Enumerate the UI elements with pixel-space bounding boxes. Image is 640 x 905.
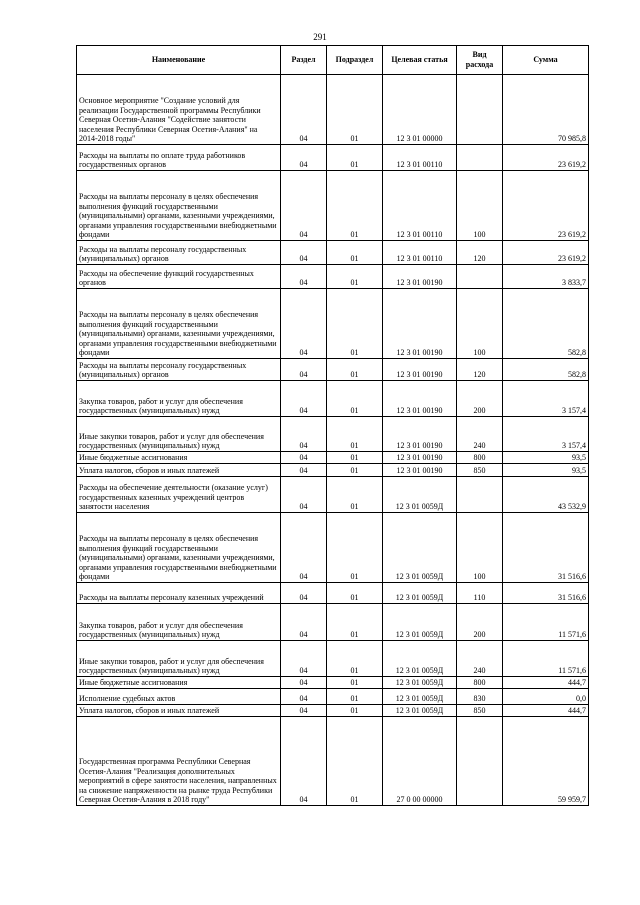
table-row xyxy=(77,452,589,464)
row-amount-cell: 93,5 xyxy=(503,464,589,477)
row-amount-cell: 23 619,2 xyxy=(503,171,589,241)
row-target-cell: 12 3 01 00190 xyxy=(383,289,457,359)
row-amount-cell: 444,7 xyxy=(503,677,589,689)
table-row xyxy=(77,417,589,452)
row-target-cell: 27 0 00 00000 xyxy=(383,717,457,806)
row-name-cell: Расходы на обеспечение функций государственных органов xyxy=(77,265,281,289)
row-target-cell: 12 3 01 00190 xyxy=(383,452,457,464)
row-section-cell: 04 xyxy=(281,452,327,464)
table-row xyxy=(77,513,589,583)
row-section-cell: 04 xyxy=(281,583,327,604)
row-amount-cell: 31 516,6 xyxy=(503,583,589,604)
row-expense-type-cell: 830 xyxy=(457,689,503,705)
row-expense-type-cell xyxy=(457,265,503,289)
row-amount-cell: 582,8 xyxy=(503,289,589,359)
row-name-cell: Основное мероприятие "Создание условий для реализации Государственной программы Республики Северная Осетия-Алания "Содействие занятости населения Республики Северная Осетия-Алания" на 2014-2018 годы" xyxy=(77,75,281,145)
table-row xyxy=(77,75,589,145)
row-subsection-cell: 01 xyxy=(327,241,383,265)
table-row xyxy=(77,641,589,677)
row-expense-type-cell: 200 xyxy=(457,604,503,641)
row-amount-cell: 59 959,7 xyxy=(503,717,589,806)
row-expense-type-cell xyxy=(457,145,503,171)
row-expense-type-cell: 850 xyxy=(457,705,503,717)
row-expense-type-cell xyxy=(457,717,503,806)
row-section-cell: 04 xyxy=(281,477,327,513)
row-target-cell: 12 3 01 0059Д xyxy=(383,689,457,705)
row-name-cell: Расходы на выплаты персоналу в целях обеспечения выполнения функций государственными (муниципальными) органами, казенными учреждениями, органами управления государственными внебюджетными фондами xyxy=(77,171,281,241)
row-subsection-cell: 01 xyxy=(327,705,383,717)
row-name-cell: Закупка товаров, работ и услуг для обеспечения государственных (муниципальных) нужд xyxy=(77,604,281,641)
row-subsection-cell: 01 xyxy=(327,171,383,241)
row-target-cell: 12 3 01 00190 xyxy=(383,381,457,417)
row-amount-cell: 3 157,4 xyxy=(503,417,589,452)
row-section-cell: 04 xyxy=(281,513,327,583)
table-row xyxy=(77,717,589,806)
row-name-cell: Расходы на выплаты персоналу в целях обеспечения выполнения функций государственными (муниципальными) органами, казенными учреждениями, органами управления государственными внебюджетными фондами xyxy=(77,513,281,583)
row-subsection-cell: 01 xyxy=(327,381,383,417)
table-row xyxy=(77,359,589,381)
row-name-cell: Уплата налогов, сборов и иных платежей xyxy=(77,705,281,717)
row-amount-cell: 11 571,6 xyxy=(503,604,589,641)
row-expense-type-cell: 100 xyxy=(457,171,503,241)
row-subsection-cell: 01 xyxy=(327,75,383,145)
row-expense-type-cell xyxy=(457,75,503,145)
header-section: Раздел xyxy=(281,46,327,75)
table-row xyxy=(77,689,589,705)
row-target-cell: 12 3 01 00190 xyxy=(383,359,457,381)
table-row xyxy=(77,677,589,689)
row-subsection-cell: 01 xyxy=(327,464,383,477)
row-name-cell: Расходы на выплаты персоналу государственных (муниципальных) органов xyxy=(77,359,281,381)
table-row xyxy=(77,145,589,171)
row-expense-type-cell: 800 xyxy=(457,677,503,689)
row-subsection-cell: 01 xyxy=(327,717,383,806)
row-target-cell: 12 3 01 0059Д xyxy=(383,583,457,604)
table-row xyxy=(77,265,589,289)
table-row xyxy=(77,705,589,717)
row-amount-cell: 93,5 xyxy=(503,452,589,464)
row-name-cell: Расходы на выплаты персоналу государственных (муниципальных) органов xyxy=(77,241,281,265)
row-amount-cell: 70 985,8 xyxy=(503,75,589,145)
row-expense-type-cell: 240 xyxy=(457,641,503,677)
row-expense-type-cell: 800 xyxy=(457,452,503,464)
row-amount-cell: 3 157,4 xyxy=(503,381,589,417)
row-target-cell: 12 3 01 0059Д xyxy=(383,641,457,677)
row-section-cell: 04 xyxy=(281,689,327,705)
row-section-cell: 04 xyxy=(281,359,327,381)
row-section-cell: 04 xyxy=(281,417,327,452)
row-section-cell: 04 xyxy=(281,171,327,241)
row-section-cell: 04 xyxy=(281,604,327,641)
table-row xyxy=(77,583,589,604)
row-name-cell: Иные бюджетные ассигнования xyxy=(77,452,281,464)
table-row xyxy=(77,604,589,641)
row-target-cell: 12 3 01 0059Д xyxy=(383,705,457,717)
row-expense-type-cell: 120 xyxy=(457,359,503,381)
row-target-cell: 12 3 01 0059Д xyxy=(383,604,457,641)
row-target-cell: 12 3 01 0059Д xyxy=(383,477,457,513)
header-subsection: Подраздел xyxy=(327,46,383,75)
table-row xyxy=(77,477,589,513)
row-subsection-cell: 01 xyxy=(327,583,383,604)
row-subsection-cell: 01 xyxy=(327,452,383,464)
row-amount-cell: 43 532,9 xyxy=(503,477,589,513)
row-target-cell: 12 3 01 00190 xyxy=(383,417,457,452)
row-section-cell: 04 xyxy=(281,641,327,677)
header-amount: Сумма xyxy=(503,46,589,75)
row-subsection-cell: 01 xyxy=(327,513,383,583)
table-row xyxy=(77,464,589,477)
row-target-cell: 12 3 01 00000 xyxy=(383,75,457,145)
row-section-cell: 04 xyxy=(281,241,327,265)
row-name-cell: Расходы на выплаты персоналу в целях обеспечения выполнения функций государственными (муниципальными) органами, казенными учреждениями, органами управления государственными внебюджетными фондами xyxy=(77,289,281,359)
budget-table xyxy=(76,45,589,806)
row-target-cell: 12 3 01 0059Д xyxy=(383,677,457,689)
row-amount-cell: 31 516,6 xyxy=(503,513,589,583)
row-subsection-cell: 01 xyxy=(327,289,383,359)
page-number: 291 xyxy=(313,32,327,42)
row-subsection-cell: 01 xyxy=(327,145,383,171)
row-name-cell: Иные бюджетные ассигнования xyxy=(77,677,281,689)
row-name-cell: Исполнение судебных актов xyxy=(77,689,281,705)
row-subsection-cell: 01 xyxy=(327,417,383,452)
row-section-cell: 04 xyxy=(281,464,327,477)
row-amount-cell: 444,7 xyxy=(503,705,589,717)
row-section-cell: 04 xyxy=(281,381,327,417)
row-expense-type-cell: 110 xyxy=(457,583,503,604)
row-amount-cell: 23 619,2 xyxy=(503,145,589,171)
row-section-cell: 04 xyxy=(281,717,327,806)
row-target-cell: 12 3 01 00190 xyxy=(383,464,457,477)
row-subsection-cell: 01 xyxy=(327,604,383,641)
row-amount-cell: 11 571,6 xyxy=(503,641,589,677)
row-target-cell: 12 3 01 00110 xyxy=(383,145,457,171)
row-section-cell: 04 xyxy=(281,145,327,171)
table-row xyxy=(77,171,589,241)
row-target-cell: 12 3 01 00190 xyxy=(383,265,457,289)
header-expense-type: Вид расхода xyxy=(457,46,503,75)
row-section-cell: 04 xyxy=(281,265,327,289)
header-name: Наименование xyxy=(77,46,281,75)
row-subsection-cell: 01 xyxy=(327,477,383,513)
row-amount-cell: 582,8 xyxy=(503,359,589,381)
row-subsection-cell: 01 xyxy=(327,641,383,677)
row-section-cell: 04 xyxy=(281,289,327,359)
row-target-cell: 12 3 01 0059Д xyxy=(383,513,457,583)
table-header-row xyxy=(77,46,589,75)
row-expense-type-cell: 120 xyxy=(457,241,503,265)
row-name-cell: Расходы на выплаты по оплате труда работников государственных органов xyxy=(77,145,281,171)
row-section-cell: 04 xyxy=(281,677,327,689)
row-target-cell: 12 3 01 00110 xyxy=(383,241,457,265)
row-expense-type-cell: 100 xyxy=(457,289,503,359)
row-subsection-cell: 01 xyxy=(327,689,383,705)
row-name-cell: Государственная программа Республики Северная Осетия-Алания "Реализация дополнительных мероприятий в сфере занятости населения, направленных на снижение напряженности на рынке труда Республики Северная Осетия-Алания в 2018 году" xyxy=(77,717,281,806)
row-subsection-cell: 01 xyxy=(327,677,383,689)
row-name-cell: Иные закупки товаров, работ и услуг для обеспечения государственных (муниципальных) нужд xyxy=(77,417,281,452)
table-row xyxy=(77,289,589,359)
table-row xyxy=(77,241,589,265)
row-amount-cell: 3 833,7 xyxy=(503,265,589,289)
row-section-cell: 04 xyxy=(281,705,327,717)
row-amount-cell: 23 619,2 xyxy=(503,241,589,265)
row-name-cell: Расходы на выплаты персоналу казенных учреждений xyxy=(77,583,281,604)
row-subsection-cell: 01 xyxy=(327,359,383,381)
row-expense-type-cell: 850 xyxy=(457,464,503,477)
row-target-cell: 12 3 01 00110 xyxy=(383,171,457,241)
header-target: Целевая статья xyxy=(383,46,457,75)
row-name-cell: Иные закупки товаров, работ и услуг для обеспечения государственных (муниципальных) нужд xyxy=(77,641,281,677)
row-expense-type-cell: 100 xyxy=(457,513,503,583)
row-expense-type-cell: 200 xyxy=(457,381,503,417)
row-name-cell: Расходы на обеспечение деятельности (оказание услуг) государственных казенных учреждений центров занятости населения xyxy=(77,477,281,513)
row-expense-type-cell xyxy=(457,477,503,513)
row-name-cell: Уплата налогов, сборов и иных платежей xyxy=(77,464,281,477)
table-row xyxy=(77,381,589,417)
row-subsection-cell: 01 xyxy=(327,265,383,289)
row-name-cell: Закупка товаров, работ и услуг для обеспечения государственных (муниципальных) нужд xyxy=(77,381,281,417)
row-expense-type-cell: 240 xyxy=(457,417,503,452)
row-section-cell: 04 xyxy=(281,75,327,145)
row-amount-cell: 0,0 xyxy=(503,689,589,705)
